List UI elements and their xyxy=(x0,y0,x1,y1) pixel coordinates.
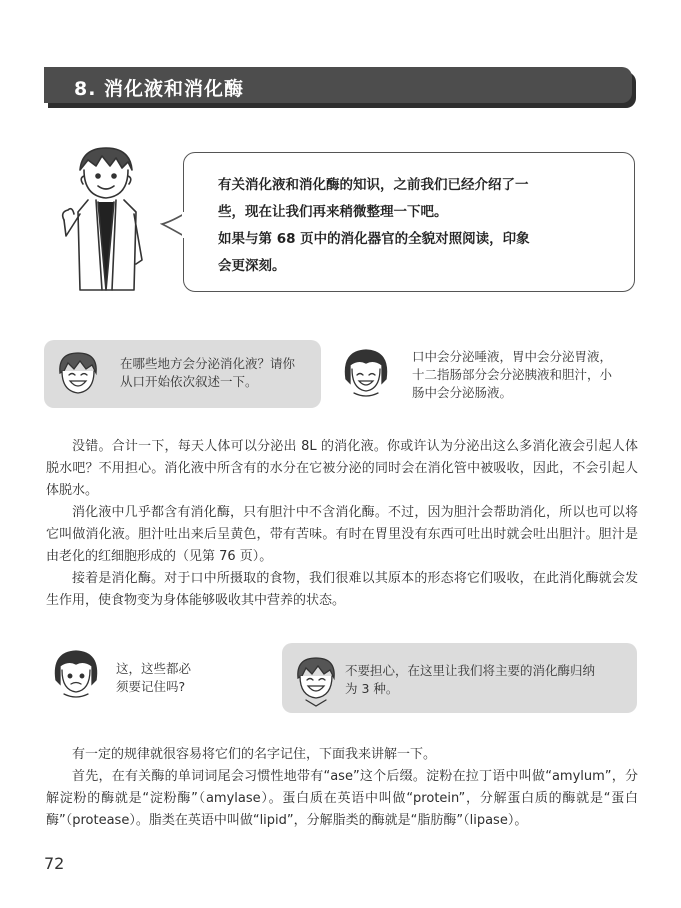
intro-text xyxy=(218,172,618,280)
paragraph: 有一定的规律就很容易将它们的名字记住，下面我来讲解一下。 xyxy=(72,747,437,762)
speech-bubble-tail xyxy=(160,212,186,238)
student-avatar xyxy=(52,347,104,399)
question-text xyxy=(120,355,310,391)
section-title: 8. 消化液和消化酶 xyxy=(74,78,245,100)
girl-avatar xyxy=(340,345,392,401)
page-number: 72 xyxy=(44,854,65,873)
paragraph: 接着是消化酶。对于口中所摄取的食物，我们很难以其原本的形态将它们吸收，在此消化酶就会发生作用，使食物变为身体能够吸收其中营养的状态。 xyxy=(46,571,638,608)
question-text xyxy=(116,660,226,696)
answer-line: 肠中会分泌肠液。 xyxy=(412,385,513,400)
question-line: 这，这些都必 xyxy=(116,661,192,676)
answer-text xyxy=(345,662,630,698)
student-avatar xyxy=(290,652,342,708)
intro-line: 有关消化液和消化酶的知识，之前我们已经介绍了一 xyxy=(218,177,529,193)
body-section-2 xyxy=(46,744,638,832)
question-line: 在哪些地方会分泌消化液？请你 xyxy=(120,356,296,371)
intro-line: 如果与第 68 页中的消化器官的全貌对照阅读，印象 xyxy=(218,231,530,247)
paragraph: 首先，在有关酶的单词词尾会习惯性地带有“ase”这个后缀。淀粉在拉丁语中叫做“amylum”，分解淀粉的酶就是“淀粉酶”（amylase）。蛋白质在英语中叫做“protein”，分解蛋白质的酶就是“蛋白酶”（protease）。脂类在英语中叫做“lipid”，分解脂类的酶就是“脂肪酶”（lipase）。 xyxy=(46,769,638,828)
intro-line: 会更深刻。 xyxy=(218,258,286,274)
answer-line: 十二指肠部分会分泌胰液和胆汁，小 xyxy=(412,367,613,382)
answer-line: 口中会分泌唾液，胃中会分泌胃液， xyxy=(412,349,613,364)
answer-text xyxy=(412,348,637,402)
body-section-1 xyxy=(46,436,638,612)
girl-avatar xyxy=(50,646,102,702)
answer-line: 为 3 种。 xyxy=(345,681,399,696)
question-line: 须要记住吗? xyxy=(116,679,186,694)
doctor-illustration xyxy=(58,140,158,300)
paragraph: 消化液中几乎都含有消化酶，只有胆汁中不含消化酶。不过，因为胆汁会帮助消化，所以也可以将它叫做消化液。胆汁吐出来后呈黄色，带有苦味。有时在胃里没有东西可吐出时就会吐出胆汁。胆汁是由老化的红细胞形成的（见第 76 页）。 xyxy=(46,505,638,564)
intro-line: 些，现在让我们再来稍微整理一下吧。 xyxy=(218,204,448,220)
answer-line: 不要担心，在这里让我们将主要的消化酶归纳 xyxy=(345,663,596,678)
paragraph: 没错。合计一下，每天人体可以分泌出 8L 的消化液。你或许认为分泌出这么多消化液会引起人体脱水吧？不用担心。消化液中所含有的水分在它被分泌的同时会在消化管中被吸收，因此，不会引起人体脱水。 xyxy=(46,439,638,498)
question-line: 从口开始依次叙述一下。 xyxy=(120,374,258,389)
